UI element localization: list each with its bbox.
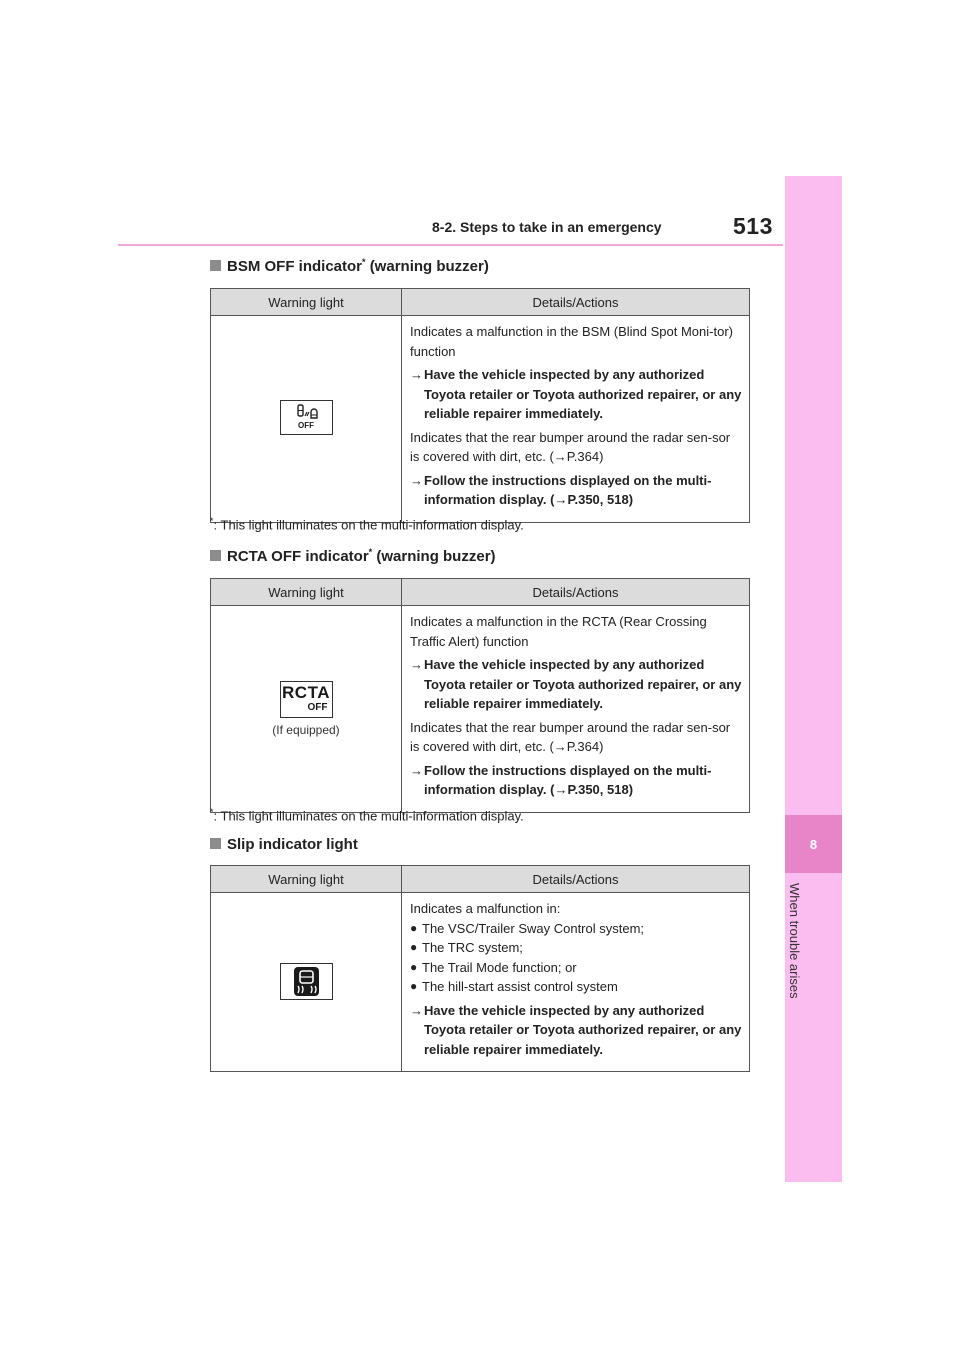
arrow-icon: → xyxy=(410,657,423,672)
slip-indicator-icon xyxy=(280,963,333,1000)
action-item: → Have the vehicle inspected by any authorized Toyota retailer or Toyota authorized repairer, or any reliable repairer immediately. xyxy=(410,365,743,424)
page-number: 513 xyxy=(733,213,773,239)
details-intro: Indicates a malfunction in the RCTA (Rear Crossing Traffic Alert) function xyxy=(410,614,707,649)
details-intro: Indicates that the rear bumper around the radar sen-sor is covered with dirt, etc. (→P.364) xyxy=(410,719,731,754)
bullet-icon: ● xyxy=(410,940,418,954)
col-details-actions: Details/Actions xyxy=(402,579,750,606)
action-item: → Follow the instructions displayed on the multi-information display. (→P.350, 518) xyxy=(410,471,743,510)
arrow-icon: → xyxy=(410,367,423,382)
col-warning-light: Warning light xyxy=(211,289,402,316)
col-warning-light: Warning light xyxy=(211,579,402,606)
arrow-icon: → xyxy=(410,762,423,778)
details-intro: Indicates a malfunction in: xyxy=(410,901,561,916)
table-row xyxy=(211,893,750,1072)
table-row xyxy=(211,316,750,523)
col-details-actions: Details/Actions xyxy=(402,866,750,893)
details-intro: Indicates that the rear bumper around the radar sen-sor is covered with dirt, etc. (→P.364) xyxy=(410,429,731,464)
section-heading-rcta: RCTA OFF indicator* (warning buzzer) xyxy=(210,547,496,565)
footnote: *: This light illuminates on the multi-information display. xyxy=(210,807,524,824)
chapter-number: 8 xyxy=(785,815,842,873)
section-heading-slip: Slip indicator light xyxy=(210,836,358,853)
col-warning-light: Warning light xyxy=(211,866,402,893)
footnote: *: This light illuminates on the multi-information display. xyxy=(210,516,524,533)
action-item: → Have the vehicle inspected by any authorized Toyota retailer or Toyota authorized repairer, or any reliable repairer immediately. xyxy=(410,1001,743,1060)
table-header-row xyxy=(211,289,750,316)
list-item: ● The hill-start assist control system xyxy=(410,977,743,997)
header-divider xyxy=(118,244,783,246)
arrow-icon: → xyxy=(410,1002,423,1018)
action-item: → Have the vehicle inspected by any authorized Toyota retailer or Toyota authorized repairer, or any reliable repairer immediately. xyxy=(410,655,743,714)
rcta-off-indicator-icon: RCTA OFF xyxy=(280,681,333,718)
bullet-icon: ● xyxy=(410,920,418,935)
details-cell xyxy=(402,606,750,813)
section-heading-bsm: BSM OFF indicator* (warning buzzer) xyxy=(210,257,489,275)
list-item: ● The VSC/Trailer Sway Control system; xyxy=(410,919,743,939)
table-header-row xyxy=(211,579,750,606)
bullet-icon: ● xyxy=(410,979,418,993)
bullet-icon: ● xyxy=(410,959,418,974)
bsm-off-indicator-icon: OFF xyxy=(280,400,333,435)
warning-table-bsm xyxy=(210,288,750,523)
square-bullet-icon xyxy=(210,260,221,271)
chapter-title xyxy=(786,883,800,1083)
list-item: ● The TRC system; xyxy=(410,938,743,958)
details-cell xyxy=(402,893,750,1072)
col-details-actions: Details/Actions xyxy=(402,289,750,316)
arrow-icon: → xyxy=(410,472,423,488)
warning-table-rcta xyxy=(210,578,750,813)
details-cell xyxy=(402,316,750,523)
warning-table-slip xyxy=(210,865,750,1072)
table-row xyxy=(211,606,750,813)
table-header-row xyxy=(211,866,750,893)
chapter-title-text: When trouble arises xyxy=(787,883,802,999)
list-item: ● The Trail Mode function; or xyxy=(410,958,743,978)
details-intro: Indicates a malfunction in the BSM (Blind Spot Moni-tor) function xyxy=(410,324,733,359)
square-bullet-icon xyxy=(210,550,221,561)
action-item: → Follow the instructions displayed on the multi-information display. (→P.350, 518) xyxy=(410,761,743,800)
square-bullet-icon xyxy=(210,838,221,849)
header-section-title: 8-2. Steps to take in an emergency xyxy=(432,219,662,235)
icon-caption: (If equipped) xyxy=(272,722,340,737)
